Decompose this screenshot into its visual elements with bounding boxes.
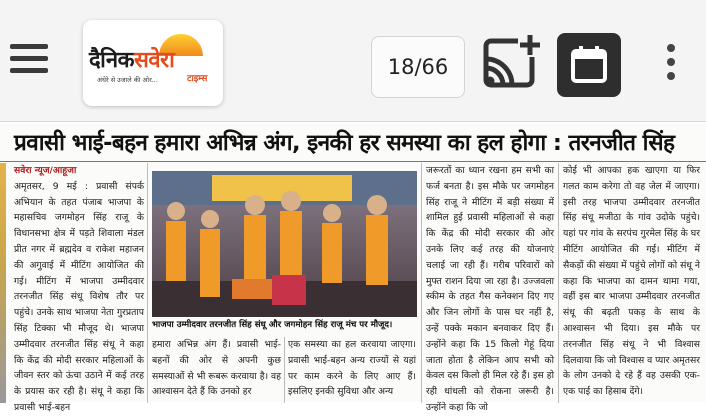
logo-wordmark (89, 44, 174, 74)
calendar-icon[interactable] (557, 33, 621, 97)
top-app-bar (0, 0, 706, 122)
logo-tagline: अंधेरे से उजाले की ओर... (97, 76, 158, 84)
article-column-5: कोई भी आपका हक खाएगा या फिर गलत काम करेगा तो वह जेल में जाएगा। इसी तरह भाजपा उम्मीदवार तरनजीत सिंह संधू मजीठा के गांव उदोके पहुंचे। यहां पर गांव के सरपंच गुरमेल सिंह के घर मीटिंग आयोजित की गई। मीटिंग में सैकड़ों की संख्या में पहुंचे लोगों को संधू ने कहा कि भाजपा का दामन थामा गया, वहीं इस बार भाजपा उम्मीदवार तरनजीत संधू की बढ़ती पकड़ के साथ के आश्वासन भी दिया। इस मौके पर तरनजीत सिंह संधू ने भी विश्वास दिलवाया कि जो विश्वास व प्यार अमृतसर के लोग उनको दे रहे हैं वह उसकी एक-एक पाई का हिसाब देंगे। (563, 165, 700, 398)
column-divider (558, 163, 559, 403)
newspaper-logo[interactable] (83, 20, 223, 106)
epaper-article[interactable] (0, 123, 706, 413)
article-headline: प्रवासी भाई-बहन हमारा अभिन्न अंग, इनकी हर समस्या का हल होगा : तरनजीत सिंह (14, 130, 675, 156)
column-divider (421, 163, 422, 403)
article-column-2: हमारा अभिन्न अंग हैं। प्रवासी भाई-बहनों की ओर से अपनी कुछ समस्याओं से भी रूबरू करवाया है। वह आश्वासन देते हैं कि उनको हर (152, 339, 281, 398)
more-vertical-icon[interactable] (660, 44, 682, 94)
logo-suffix: टाइम्स (187, 74, 208, 84)
article-column-1-text: अमृतसर, 9 मई : प्रवासी संपर्क अभियान के तहत पंजाब भाजपा के महासचिव जगमोहन सिंह राजू के विधानसभा क्षेत्र में पड़ते शिवाला मंडल प्रीत नगर में ब्रह्मदेव व राकेश महाजन की अगुवाई में मीटिंग आयोजित की गई। मीटिंग में भाजपा उम्मीदवार तरनजीत सिंह संधू विशेष तौर पर पहुंचे। उनके साथ भाजपा नेता गुरप्रताप सिंह टिक्का भी मौजूद थे। भाजपा उम्मीदवार तरनजीत सिंह संधू ने कहा कि केंद्र की मोदी सरकार महिलाओं के जीवन स्तर को ऊंचा उठाने में कई तरह के प्रयास कर रही है। संधू ने कहा कि प्रवासी भाई-बहन (14, 180, 144, 413)
column-divider (284, 337, 285, 403)
headline-divider (0, 161, 706, 162)
adjacent-page-edge (0, 163, 6, 403)
article-column-1 (14, 163, 144, 413)
cast-icon[interactable] (482, 33, 542, 93)
photo-caption: भाजपा उम्मीदवार तरनजीत सिंह संधू और जगमोहन सिंह राजू मंच पर मौजूद। (152, 320, 393, 330)
hamburger-menu-icon[interactable] (10, 44, 48, 72)
column-divider (147, 163, 148, 403)
page-counter-button[interactable]: 18/66 (371, 36, 465, 98)
logo-word-savera: सवेरा (134, 48, 175, 73)
logo-word-dainik: दैनिक (89, 48, 134, 73)
article-photo[interactable] (152, 171, 417, 317)
article-column-4: जरूरतों का ध्यान रखना हम सभी का फर्ज बनता है। इस मौके पर जगमोहन सिंह राजू ने मीटिंग में बड़ी संख्या में शामिल हुई प्रवासी महिलाओं से कहा कि केंद्र की मोदी सरकार की ओर उनके लिए कई तरह की योजनाएं चलाई जा रही हैं। गरीब परिवारों को मुफ्त राशन दिया जा रहा है। उज्जवला स्कीम के तहत गैस कनेक्शन दिए गए और जिन लोगों के पास घर नहीं है, उन्हें पक्के मकान बनवाकर दिए हैं। उन्होंने कहा कि 15 किलो गेहूं दिया जाता होता है लेकिन आप सभी को केवल दस किलो ही मिल रहे हैं। इस हो रही धांधली को रोकना जरूरी है। उन्होंने कहा कि जो (426, 165, 554, 413)
article-byline: सवेरा न्यूज/आहूजा (14, 165, 77, 176)
article-column-3: एक समस्या का हल करवाया जाएगा। प्रवासी भाई-बहन अन्य राज्यों से यहां पर काम करने के लिए आए हैं। इसलिए इनकी सुविधा और अन्य (288, 339, 416, 398)
